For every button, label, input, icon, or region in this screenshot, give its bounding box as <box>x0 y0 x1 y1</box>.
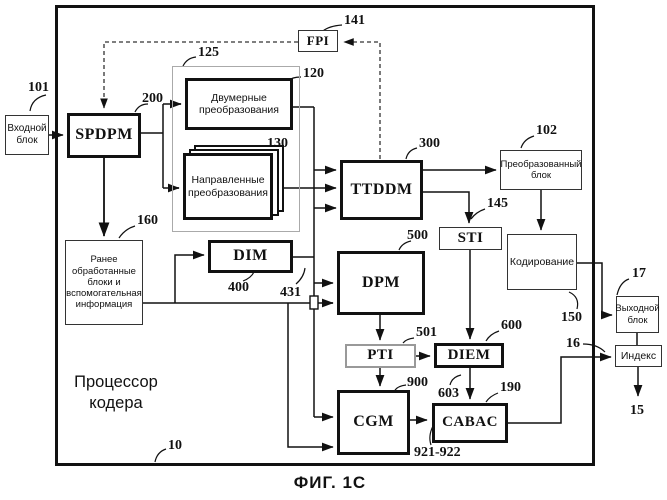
block-transforms-directional-label: Направленные <box>191 174 265 187</box>
ref-label-150: 150 <box>561 310 582 325</box>
block-ttddm <box>340 160 423 220</box>
block-previous-blocks-info-label: Ранее <box>90 254 118 266</box>
processor-label <box>60 372 172 413</box>
connector-cabac-to-index <box>508 357 611 423</box>
block-transforms-2d <box>185 78 293 130</box>
ref-label-500: 500 <box>407 228 428 243</box>
ref-label-921-922: 921-922 <box>414 445 461 460</box>
leader-101 <box>30 95 46 111</box>
block-transforms-2d-label: Двумерные <box>211 91 267 104</box>
block-cabac-label: CABAC <box>442 414 498 431</box>
connector-encoding-to-output <box>577 263 612 315</box>
block-transforms-2d-label: преобразования <box>199 104 279 116</box>
block-spdpm <box>67 113 141 158</box>
block-cgm-label: CGM <box>353 413 394 431</box>
ref-label-603: 603 <box>438 386 459 401</box>
block-index-block <box>615 345 662 367</box>
block-pti <box>345 344 416 368</box>
leader-600 <box>486 331 499 341</box>
ref-label-10: 10 <box>168 438 182 453</box>
ref-label-130: 130 <box>267 136 288 151</box>
connector-prevblocks-to-dim <box>175 255 204 303</box>
block-encoding-label: Кодирование <box>509 255 575 268</box>
ref-label-101: 101 <box>28 80 49 95</box>
processor-label-line1: Процессор <box>74 373 158 391</box>
block-ttddm-label: TTDDM <box>350 180 413 198</box>
leader-190 <box>486 393 498 402</box>
block-transformed-block-label: блок <box>530 170 552 181</box>
block-dpm <box>337 251 425 315</box>
block-dpm-label: DPM <box>362 273 400 291</box>
ref-label-141: 141 <box>344 13 365 28</box>
block-input-block-label: Входной <box>7 123 47 135</box>
ref-label-400: 400 <box>228 280 249 295</box>
block-sti-label: STI <box>457 229 484 246</box>
block-output-block-label: блок <box>627 314 648 326</box>
ref-label-300: 300 <box>419 136 440 151</box>
block-fpi-label: FPI <box>306 33 330 49</box>
leader-300 <box>406 148 417 159</box>
leader-16 <box>583 344 605 352</box>
connector-ttddm-to-sti <box>423 192 469 223</box>
block-transforms-directional <box>183 153 273 220</box>
block-spdpm-label: SPDPM <box>75 126 133 144</box>
ref-label-160: 160 <box>137 213 158 228</box>
ref-label-900: 900 <box>407 375 428 390</box>
ref-label-120: 120 <box>303 66 324 81</box>
block-index-block-label: Индекс <box>620 349 657 362</box>
block-output-block <box>616 296 659 333</box>
block-previous-blocks-info-label: блоки и <box>87 276 121 288</box>
block-dim <box>208 240 293 273</box>
ref-label-16: 16 <box>566 336 580 351</box>
ref-label-102: 102 <box>536 123 557 138</box>
connector-ttddm-to-fpi-dashed <box>344 42 380 159</box>
ref-label-190: 190 <box>500 380 521 395</box>
block-cgm <box>337 390 410 455</box>
wire-jumper <box>310 296 318 309</box>
ref-label-501: 501 <box>416 325 437 340</box>
block-input-block-label: блок <box>16 135 38 146</box>
block-dim-label: DIM <box>233 247 268 265</box>
processor-label-line2: кодера <box>89 393 143 412</box>
block-encoding <box>507 234 577 290</box>
leader-431 <box>296 268 305 284</box>
ref-label-145: 145 <box>487 196 508 211</box>
block-input-block <box>5 115 49 155</box>
ref-label-15: 15 <box>630 403 644 418</box>
connector-prevblocks-to-cgm <box>288 303 333 447</box>
block-diem <box>434 343 504 368</box>
ref-label-200: 200 <box>142 91 163 106</box>
block-cabac <box>432 403 508 443</box>
block-transforms-directional-label: преобразования <box>188 186 268 199</box>
block-previous-blocks-info-label: вспомогательная <box>66 288 142 300</box>
leader-150 <box>569 292 578 309</box>
leader-160 <box>119 226 135 238</box>
leader-603 <box>450 375 461 385</box>
leader-501 <box>403 338 414 343</box>
ref-label-125: 125 <box>198 45 219 60</box>
ref-label-431: 431 <box>280 285 301 300</box>
ref-label-17: 17 <box>632 266 646 281</box>
figure-caption: ФИГ. 1С <box>293 473 367 492</box>
block-diem-label: DIEM <box>447 346 491 363</box>
leader-125 <box>183 57 196 66</box>
block-transformed-block-label: Преобразованный <box>500 158 582 170</box>
block-sti <box>439 227 502 250</box>
leader-10 <box>155 449 166 462</box>
block-previous-blocks-info-label: информация <box>75 299 133 311</box>
block-transformed-block <box>500 150 582 190</box>
block-fpi <box>298 30 338 52</box>
block-pti-label: PTI <box>367 347 394 364</box>
block-previous-blocks-info <box>65 240 143 325</box>
leader-102 <box>521 136 534 148</box>
leader-17 <box>617 279 629 295</box>
leader-145 <box>471 209 485 219</box>
ref-label-600: 600 <box>501 318 522 333</box>
block-output-block-label: Выходной <box>615 303 660 315</box>
block-previous-blocks-info-label: обработанные <box>72 265 136 277</box>
